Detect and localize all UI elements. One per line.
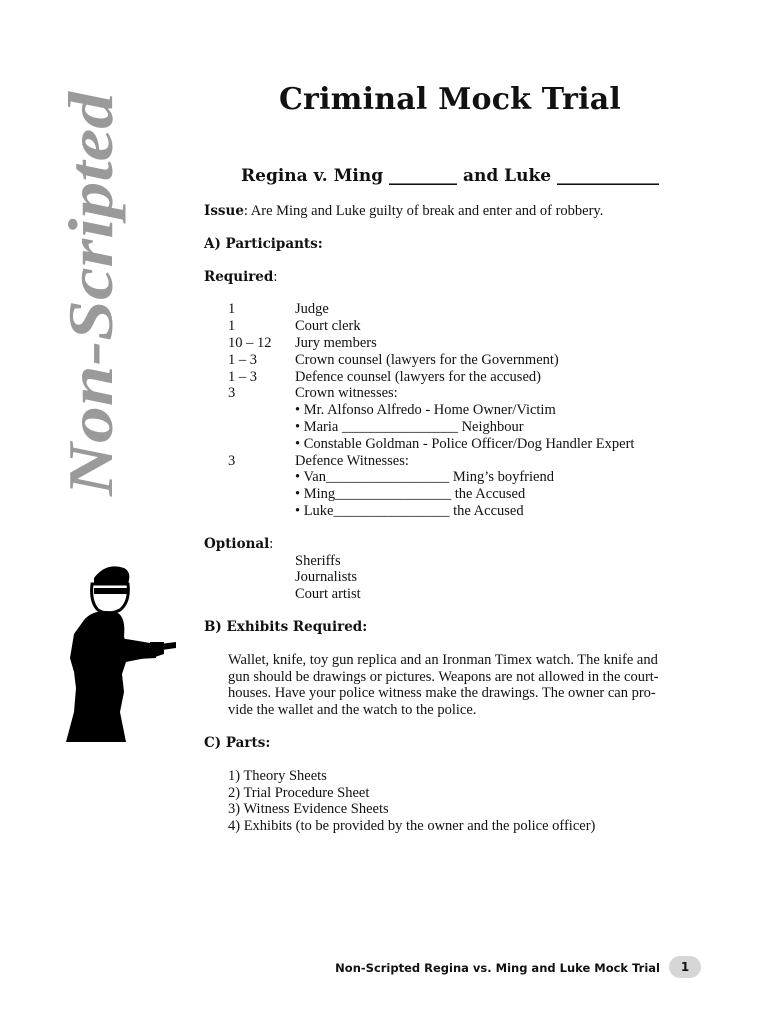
list-item: 1) Theory Sheets: [228, 767, 327, 784]
row-role: Court clerk: [295, 318, 361, 335]
row-role: Jury members: [295, 334, 377, 351]
required-label: Required: [204, 268, 274, 285]
list-item: • Mr. Alfonso Alfredo - Home Owner/Victim: [295, 402, 556, 419]
exhibits-paragraph: [228, 652, 704, 719]
row-number: 10 – 12: [228, 334, 272, 351]
paragraph-line: vide the wallet and the watch to the police.: [228, 702, 477, 719]
row-number: 1: [228, 318, 236, 335]
table-row: [228, 318, 634, 335]
optional-label: Optional: [204, 535, 270, 552]
side-title: [55, 88, 126, 500]
participants-heading: A) Participants:: [204, 235, 323, 252]
required-line: [204, 269, 704, 286]
list-item: Court artist: [295, 586, 361, 603]
list-item: • Luke________________ the Accused: [295, 502, 524, 519]
issue-line: [204, 203, 704, 220]
page-number-badge: 1: [669, 956, 701, 978]
required-colon: :: [273, 268, 278, 285]
list-item: • Ming________________ the Accused: [295, 486, 526, 503]
issue-label: Issue: [204, 203, 244, 219]
table-row: [228, 335, 634, 352]
table-row: [228, 453, 634, 520]
optional-list: [295, 553, 704, 603]
list-item: Journalists: [295, 569, 358, 586]
list-item: 4) Exhibits (to be provided by the owner and the police officer): [228, 818, 596, 835]
row-number: 1 – 3: [228, 351, 257, 368]
optional-colon: :: [269, 535, 274, 552]
list-item: • Maria ________________ Neighbour: [295, 418, 524, 435]
row-number: 1: [228, 301, 236, 318]
row-number: 3: [228, 452, 236, 469]
page-subtitle: Regina v. Ming ________ and Luke ____________: [241, 166, 659, 186]
page-title: Criminal Mock Trial: [278, 82, 621, 117]
paragraph-line: gun should be drawings or pictures. Weapons are not allowed in the court-: [228, 668, 659, 685]
table-row: [228, 301, 634, 318]
row-number: 1 – 3: [228, 368, 257, 385]
silhouette-figure-icon: [64, 562, 176, 742]
table-row: [228, 385, 634, 452]
exhibits-heading: B) Exhibits Required:: [204, 618, 368, 635]
row-role: Judge: [295, 301, 329, 318]
main-content: [204, 203, 704, 835]
paragraph-line: houses. Have your police witness make the drawings. The owner can pro-: [228, 685, 656, 702]
parts-list: [228, 768, 704, 835]
list-item: • Van_________________ Ming’s boyfriend: [295, 469, 554, 486]
table-row: [228, 352, 634, 369]
crown-witnesses: [295, 385, 634, 452]
list-item: 3) Witness Evidence Sheets: [228, 801, 389, 818]
optional-line: [204, 536, 704, 553]
row-number: 3: [228, 385, 236, 402]
footer-text: Non-Scripted Regina vs. Ming and Luke Mock Trial: [335, 961, 660, 975]
parts-heading: C) Parts:: [204, 734, 271, 751]
list-item: Sheriffs: [295, 552, 341, 569]
side-title-text: Non-Scripted: [55, 144, 126, 496]
list-item: • Constable Goldman - Police Officer/Dog Handler Expert: [295, 435, 635, 452]
defence-witnesses: [295, 453, 634, 520]
paragraph-line: Wallet, knife, toy gun replica and an Ironman Timex watch. The knife and: [228, 651, 658, 668]
list-item: 2) Trial Procedure Sheet: [228, 784, 370, 801]
defence-witnesses-label: Defence Witnesses:: [295, 452, 409, 469]
row-role: Defence counsel (lawyers for the accused): [295, 368, 541, 385]
table-row: [228, 369, 634, 386]
crown-witnesses-label: Crown witnesses:: [295, 385, 398, 402]
row-role: Crown counsel (lawyers for the Government): [295, 351, 559, 368]
issue-text: : Are Ming and Luke guilty of break and enter and of robbery.: [243, 203, 604, 219]
participants-table: [228, 301, 634, 519]
